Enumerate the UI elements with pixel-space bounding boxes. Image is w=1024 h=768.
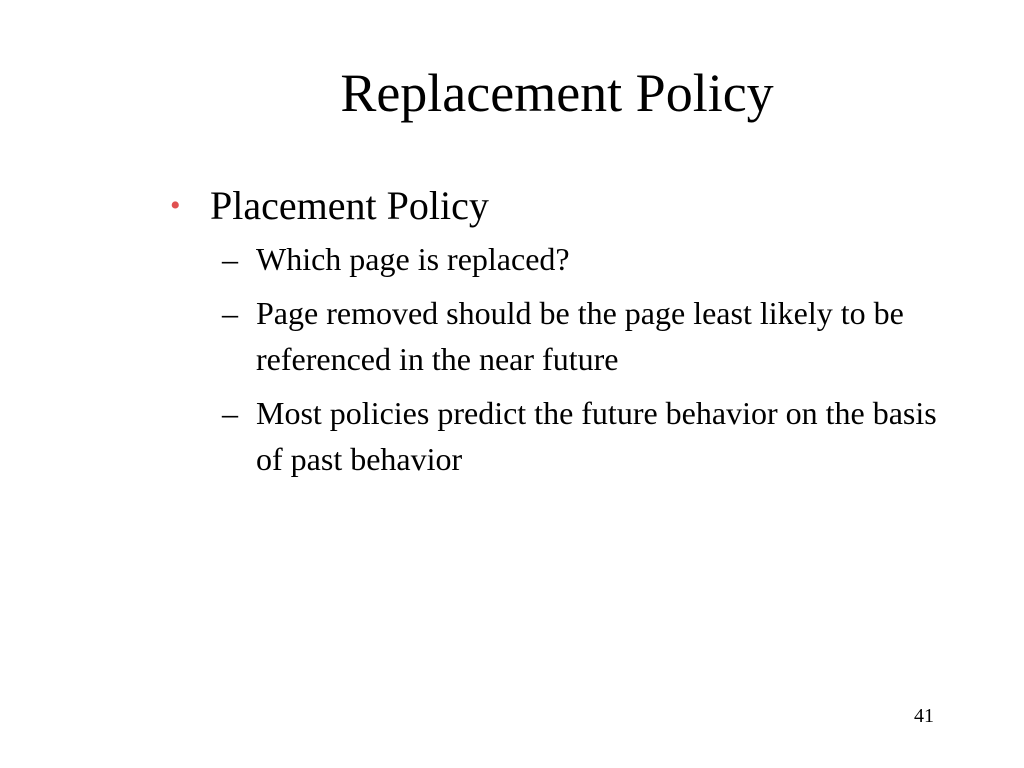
- sub-bullet-which-page: [170, 236, 970, 282]
- bullet-text: Placement Policy: [210, 183, 489, 228]
- bullet-placement-policy: [170, 180, 970, 232]
- sub-bullet-text: Most policies predict the future behavior on the basis of past behavior: [256, 395, 937, 477]
- bullet-dot-icon: •: [170, 189, 181, 222]
- sub-bullet-most-policies: [170, 390, 970, 482]
- sub-bullet-list: [170, 236, 970, 482]
- sub-bullet-text: Which page is replaced?: [256, 241, 570, 277]
- page-number: 41: [914, 705, 934, 727]
- sub-bullet-text: Page removed should be the page least likely to be referenced in the near future: [256, 295, 904, 377]
- slide-title: Replacement Policy: [340, 63, 774, 123]
- dash-icon: –: [222, 395, 238, 431]
- dash-icon: –: [222, 241, 238, 277]
- dash-icon: –: [222, 295, 238, 331]
- sub-bullet-page-removed: [170, 290, 970, 382]
- slide-body: [170, 180, 970, 490]
